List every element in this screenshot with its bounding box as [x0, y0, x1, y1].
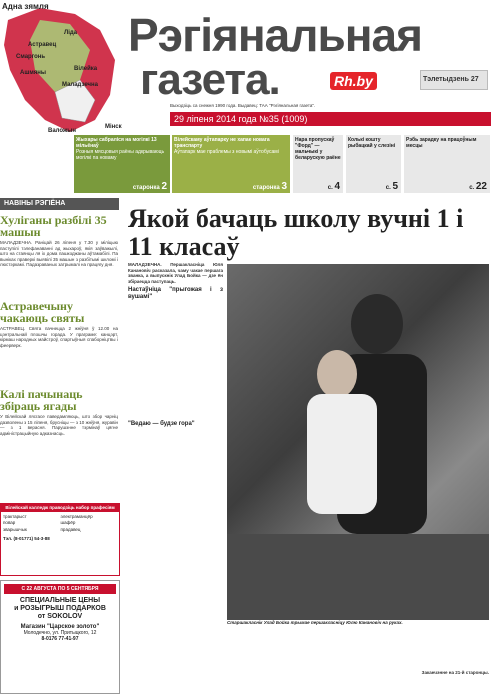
teaser-3[interactable]: [293, 135, 343, 193]
teaser-page: старонка 3: [252, 181, 287, 192]
sokolov-store: Магазин "Царское золото": [20, 624, 100, 630]
side-body-3: У Вілейскай лясгасе паведамляюць, што збор чарніц дазволены з 15 ліпеня, брусніцы — з 10 жніўня, журавін — з 1 верасня. Парушэнне тэрмінаў цягне адміністрацыйную адказнасць.: [0, 414, 118, 436]
article-subhead-2: "Ведаю — будзе гора": [128, 421, 195, 427]
photo-caption: Старшакласнік Улад Бойка трымае першакласніцу Юлю Канановіч на руках.: [227, 620, 403, 625]
teaser-title: Вілейскаму аўтапарку не хапае новага транспарту: [174, 137, 270, 149]
sokolov-line3: от SOKOLOV: [37, 613, 83, 620]
city-ashmyany: Ашмяны: [20, 70, 47, 76]
region-map: [0, 0, 130, 140]
teaser-title: Колькі кошту рыбацкай у слезіні: [348, 137, 396, 149]
article-column-bottom: [227, 640, 489, 690]
teaser-title: Рэбь зарадку на працоўным месцы: [406, 137, 477, 149]
teaser-body: Розныя мясцовыя раёны адкрываюць могілкі па новаму: [76, 149, 165, 161]
sokolov-promo: С 22 АВГУСТА ПО 5 СЕНТЯБРЯ: [4, 584, 116, 594]
city-lida: Ліда: [64, 30, 78, 36]
side-headline-2: Астравечыну чакаюць святы: [0, 299, 85, 325]
teaser-2[interactable]: [172, 135, 290, 193]
teaser-5[interactable]: [404, 135, 490, 193]
side-body-2: АСТРАВЕЦ. Свята пачнецца 2 жніўня ў 12.00 на цэнтральнай плошчы горада. У праграме: канцэрт, кірмаш народных майстроў, спартыўныя спаборніцтвы і феерверк.: [0, 326, 118, 348]
ad-item: шафёр: [60, 520, 76, 525]
city-minsk: Мінск: [105, 124, 122, 130]
side-body-1: МАЛАДЗЕЧНА. Ранiцай 26 ліпеня у 7.30 у міліцыю паступiлi тэлефанаваннi ад жыхароў, якія заўважылі, што на стаянцы ля іх дома пашкоджаны аўтамабілi. Па выніках праверкі выявілі 35 машын з разбітымі шкломі і люстэркамі. Падазраваных затрымалi на працягу дня.: [0, 240, 118, 267]
publisher-line: Выходзіць са снежня 1990 года. Выдавец: ТАА "Рэгіянальная газета".: [170, 103, 316, 108]
teaser-4[interactable]: [346, 135, 401, 193]
teaser-page: с. 5: [385, 181, 398, 192]
side-headline-3: Калі пачынаць збiраць ягады: [0, 387, 83, 413]
sokolov-line2: и РОЗЫГРЫШ ПОДАРКОВ: [14, 605, 106, 612]
article-subhead-1: Настаўніца "прыгожая і з вушамі": [128, 287, 223, 300]
teaser-page: с. 4: [327, 181, 340, 192]
teaser-title: Нара пропускаў "Форд" — мальчыкі у беларускую раёне: [295, 137, 341, 161]
article-photo: [227, 264, 489, 620]
sokolov-line1: СПЕЦИАЛЬНЫЕ ЦЕНЫ: [19, 597, 101, 604]
city-astravets: Астравец: [28, 42, 57, 48]
city-valozhyn: Валожын: [48, 128, 76, 134]
photo-figures: [227, 264, 489, 620]
college-ad[interactable]: [0, 503, 120, 576]
teaser-page: с. 22: [469, 181, 487, 192]
map-title: Адна зямля: [2, 2, 49, 11]
teaser-1[interactable]: [74, 135, 170, 193]
partner-logo: Тэлетыдзень 27: [420, 70, 488, 90]
teaser-page: старонка 2: [132, 181, 167, 192]
article-headline: Якой бачаць школу вучні 1 і 11 класаў: [128, 204, 464, 261]
city-maladzechna: Маладзечна: [62, 82, 98, 88]
sokolov-phone: 8-0176 77-41-97: [41, 636, 79, 642]
teaser-body: Аўтапарк мае праблемы з новымі аўтобусамі: [174, 149, 279, 155]
ad-item: электраманцёр: [60, 513, 93, 519]
city-vileyka: Вілейка: [74, 66, 98, 72]
masthead-title-line2: газета.: [140, 55, 280, 104]
sokolov-ad[interactable]: [0, 580, 120, 694]
ad-item: прадавец: [60, 526, 81, 532]
issue-date-bar: 29 ліпеня 2014 года №35 (1009): [170, 112, 491, 126]
section-header: НАВІНЫ РЭГІЁНА: [0, 198, 119, 210]
city-smarhon: Смаргонь: [16, 54, 46, 60]
ad-item: трактарыст: [3, 513, 27, 519]
sokolov-address: Молодечно, ул. Притыцкого, 12: [23, 630, 97, 636]
ad-item: зварышчык: [3, 526, 27, 532]
ad-item: повар: [3, 520, 16, 525]
masthead-title-line1: Рэгіянальная: [128, 9, 422, 61]
ad-phone: Тэл. (8-01771) 54-3-88: [3, 536, 50, 541]
article-continued: Заканчэнне на 21-й старонцы.: [421, 670, 489, 675]
article-lead: МАЛАДЗЕЧНА. Першакласніца Юля Канановіч расказала, чаму чакае першага званка, а выпускнік Улад Бойка — дзе ён збіраецца паступаць.: [128, 262, 223, 284]
side-headline-1: Хулiганы разбiлі 35 машын: [0, 213, 107, 239]
teaser-title: Жыхары сабраліся на могілкі 13 мільёнаў: [76, 137, 157, 149]
site-badge[interactable]: Rh.by: [330, 72, 377, 90]
college-ad-title: Вілейскай калледж праводзіць набор прафесіям: [1, 504, 119, 512]
article-column-1: [128, 262, 223, 692]
